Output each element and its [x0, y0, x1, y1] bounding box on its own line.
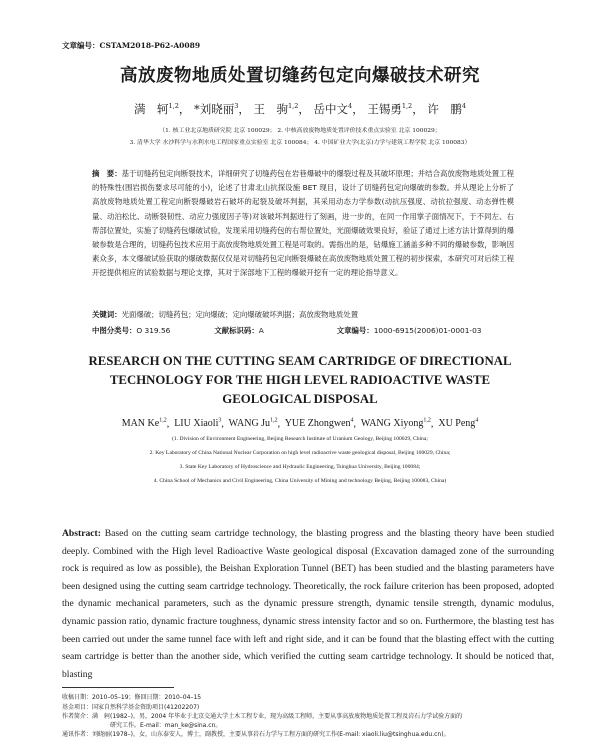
classification-line	[92, 325, 532, 336]
en-author-1: MAN Ke$^{1,2}$	[121, 418, 167, 430]
cn-abstract-text: 基于切缝药包定向断裂技术，详细研究了切缝药包在岩巷爆破中的爆裂过程及其破坏原理；并结合高放废物地质处置工程的特殊性(围岩损伤要求尽可能的小)，论述了甘肃北山抗探设施 BET 现目，设计了切缝药包定向爆破的参数。并从理论上分析了高放废物地质处置工程定向断裂爆破岩石破坏的起裂及破坏判据，其采用动态力学参数(动抗压强度、动抗拉强度、动态弹性模量、动泊松比、动断裂韧性、动应力强度因子等)对该破坏判据进行了刻画，进一步的，在同一作用掌子面情况下，于不同左、右帮部位置处，实施了切缝药包爆破试验，发现采用切缝药包的右帮位置处，光面爆破效果良好，验证了通过上述方法计算得到的爆破参数是合理的，切缝药包技术应用于高放废物地质处置工程是可取的。需指出的是，钻爆施工涵盖多种不同的爆破参数，影响因素众多，本文爆破试验获取的爆破数据仅仅是对切缝药包定向断裂爆破在高放废物地质处置工程的初步探索，本研究可对后续工程开挖提供相应的试验数据与理论支撑，其对于深部地下工程的爆破开挖有一定的理论指导意义。	[92, 169, 514, 278]
chinese-authors: 满 轲$^{1,2}$， *刘晓丽$^3$， 王 驹$^{1,2}$， 岳中文$^4$， 王锡勇$^{1,2}$， 许 鹏$^4$	[134, 102, 466, 116]
en-affiliation-3: 3. State Key Laboratory of Hydroscience and Hydraulic Engineering, Tsinghua University, Beijing 100084;	[179, 464, 421, 470]
footnote-divider	[62, 687, 174, 688]
en-title-line1: RESEARCH ON THE CUTTING SEAM CARTRIDGE OF DIRECTIONAL	[88, 354, 512, 368]
en-affiliation-2: 2. Key Laboratory of China National Nuclear Corporation on high level radioactive waste geological disposal, Beijing 100029, China;	[149, 450, 451, 456]
cn-affiliation-line2: 3. 清华大学 水沙科学与水利水电工程国家重点实验室 北京 100084； 4. 中国矿业大学(北京)力学与建筑工程学院 北京 100083）	[129, 140, 471, 146]
cn-author-2: *刘晓丽$^3$	[194, 102, 239, 116]
cn-keywords-label: 关键词：	[92, 310, 122, 319]
en-author-5: WANG Xiyong$^{1,2}$	[360, 418, 431, 430]
clc-number: 中图分类号：O 319.56	[92, 326, 171, 335]
footnote-bio-cont: 研究工作。E-mail：man_ke@sina.cn。	[110, 722, 222, 729]
cn-affiliation-line1: （1. 核工业北京地质研究院 北京 100029； 2. 中核高放废物地质处置评价技术重点实验室 北京 100029；	[159, 128, 441, 134]
en-author-3: WANG Ju$^{1,2}$	[228, 418, 278, 430]
chinese-abstract	[92, 167, 514, 281]
en-author-2: LIU Xiaoli$^3$	[174, 418, 222, 430]
cn-author-3: 王 驹$^{1,2}$	[253, 102, 299, 116]
english-abstract	[62, 525, 554, 683]
en-author-6: XU Peng$^4$	[438, 418, 479, 430]
en-abstract-text: Based on the cutting seam cartridge technology, the blasting progress and the blasting theory have been studied deeply. Combined with the High level Radioactive Waste geological disposal (Excavation damaged zone of the surrounding rock is required as low as possible), the Beishan Exploration Tunnel (BET) has been studied and the blasting parameters have been designed using the cutting seam cartridge technology. Theoretically, the rock failure criterion has been proposed, adopted the dynamic mechanical parameters, such as the dynamic pressure strength, dynamic tensile strength, dynamic modulus, dynamic passion ratio, dynamic fracture toughness, dynamic stress intensity factor and so on. Furthermore, the blasting test has been carried out under the same tunnel face with left and right side, and it can be found that the blasting effect with the cutting seam cartridge is better than the another side, which verified the cutting seam cartridge technology. It should be noticed that, blasting	[62, 528, 554, 680]
cn-keywords-text: 光面爆破；切缝药包；定向爆破；定向爆破破坏判据；高放废物地质处置	[121, 310, 359, 319]
en-affiliation-1: (1. Division of Environment Engineering, Beijing Research Institute of Uranium Geology, Beijing 100029, China;	[172, 436, 428, 442]
english-title	[0, 352, 600, 409]
en-abstract-label: Abstract:	[62, 528, 101, 539]
footnote-corresponding: 通讯作者：刘晓丽(1978–)，女，山东泰安人，博士，副教授，主要从事岩石力学与工程方面的研究工作(E-mail: xiaoli.liu@tsinghua.edu.cn)。	[62, 731, 450, 738]
article-number: 文章编号：1000-6915(2006)01-0001-03	[336, 326, 482, 335]
footnote-received: 收稿日期：2010–05–19；修回日期：2010–04–15	[62, 694, 202, 701]
footnote-fund: 基金项目：国家自然科学基金资助项目(41202207)	[62, 704, 200, 711]
footnote-bio: 作者简介：满 轲(1982–)，男，2004 年毕业于北京交通大学土木工程专业，现为高级工程师，主要从事高放废物地质处置工程及岩石力学试验方面的	[62, 713, 463, 720]
cn-abstract-label: 摘 要：	[92, 169, 122, 178]
document-code: 文献标识码：A	[214, 326, 264, 335]
en-title-line3: GEOLOGICAL DISPOSAL	[222, 392, 378, 406]
cn-author-1: 满 轲$^{1,2}$	[134, 102, 179, 116]
en-author-4: YUE Zhongwen$^4$	[284, 418, 354, 430]
chinese-title: 高放废物地质处置切缝药包定向爆破技术研究	[120, 66, 480, 86]
cn-author-5: 王锡勇$^{1,2}$	[367, 102, 413, 116]
en-affiliation-4: 4. China School of Mechanics and Civil Engineering, China University of Mining and technology Beijing, Beijing 100083, China)	[153, 478, 447, 484]
doc-number: 文章编号：CSTAM2018-P62-A0089	[62, 41, 201, 50]
english-authors: MAN Ke$^{1,2}$, LIU Xiaoli$^3$, WANG Ju$^{1,2}$, YUE Zhongwen$^4$, WANG Xiyong$^{1,2}$, XU Peng$^4$	[121, 418, 479, 430]
chinese-keywords	[92, 309, 522, 320]
cn-author-4: 岳中文$^4$	[313, 102, 353, 116]
en-title-line2: TECHNOLOGY FOR THE HIGH LEVEL RADIOACTIVE WASTE	[109, 373, 491, 387]
cn-author-6: 许 鹏$^4$	[427, 102, 466, 116]
